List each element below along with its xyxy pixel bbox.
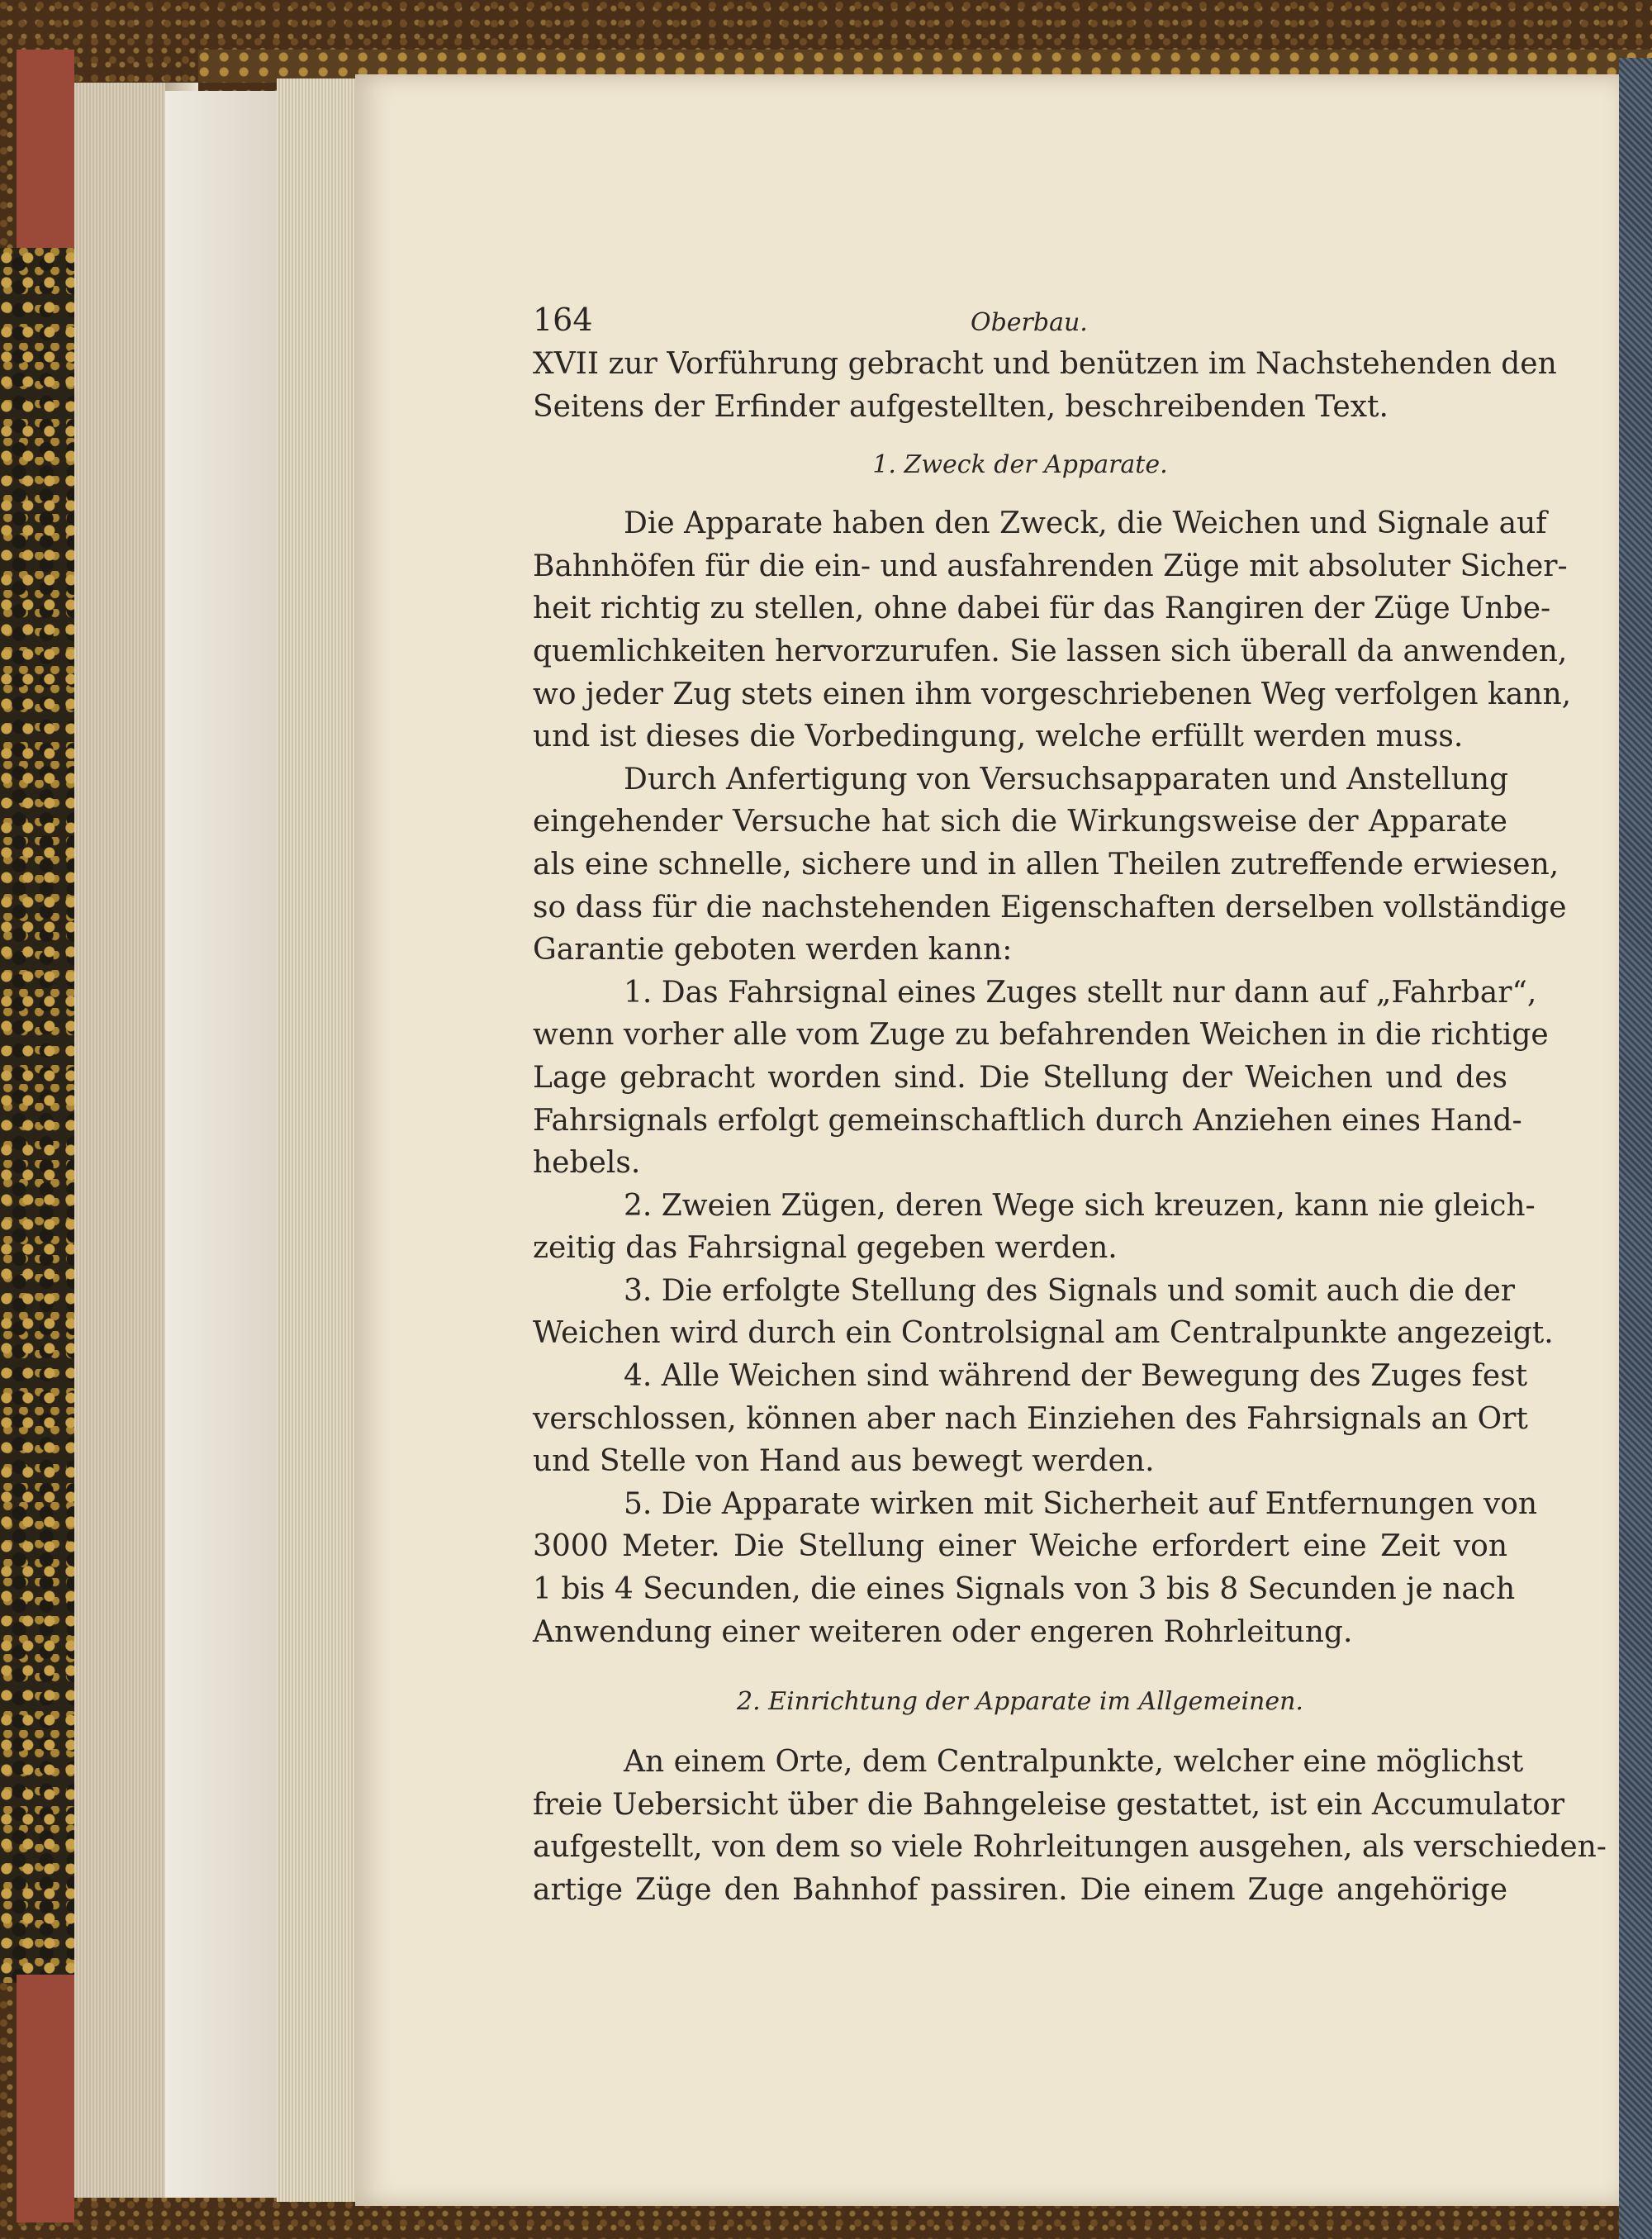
- text-line: und Stelle von Hand aus bewegt werden.: [533, 1444, 1155, 1479]
- text-line: heit richtig zu stellen, ohne dabei für das Rangiren der Züge Unbe-: [533, 592, 1551, 626]
- text-line: 1 bis 4 Secunden, die eines Signals von 3 bis 8 Secunden je nach: [533, 1572, 1516, 1607]
- leather-corner-bottom: [17, 1975, 74, 2222]
- section1-paragraph-2: [533, 758, 1567, 972]
- text-line: XVII zur Vorführung gebracht und benützen im Nachstehenden den: [533, 347, 1557, 381]
- list-item-5: [533, 1483, 1538, 1653]
- text-line: eingehender Versuche hat sich die Wirkungsweise der Apparate: [533, 805, 1507, 839]
- text-line: wenn vorher alle vom Zuge zu befahrenden Weichen in die richtige: [533, 1018, 1549, 1053]
- section1-paragraph-1: [533, 502, 1572, 758]
- running-title: Oberbau.: [971, 308, 1088, 337]
- text-line: wo jeder Zug stets einen ihm vorgeschriebenen Weg verfolgen kann,: [533, 677, 1572, 711]
- text-line: 1. Das Fahrsignal eines Zuges stellt nur dann auf „Fahrbar“,: [624, 975, 1537, 1010]
- text-line: 2. Zweien Zügen, deren Wege sich kreuzen, kann nie gleich-: [624, 1188, 1536, 1223]
- text-line: Bahnhöfen für die ein- und ausfahrenden Züge mit absoluter Sicher-: [533, 549, 1568, 583]
- text-line: als eine schnelle, sichere und in allen Theilen zutreffende erwiesen,: [533, 847, 1559, 882]
- text-line: Weichen wird durch ein Controlsignal am Centralpunkte angezeigt.: [533, 1316, 1554, 1351]
- text-line: und ist dieses die Vorbedingung, welche erfüllt werden muss.: [533, 720, 1464, 754]
- text-line: Fahrsignals erfolgt gemeinschaftlich durch Anziehen eines Hand-: [533, 1103, 1522, 1138]
- text-line: so dass für die nachstehenden Eigenschaften derselben vollständige: [533, 890, 1567, 925]
- cloth-spine: [1619, 58, 1652, 2239]
- list-item-1: [533, 972, 1549, 1185]
- section-heading: 2. Einrichtung der Apparate im Allgemeinen.: [737, 1687, 1303, 1717]
- text-line: 3. Die erfolgte Stellung des Signals und somit auch die der: [624, 1273, 1515, 1308]
- section2-paragraph-1: [533, 1741, 1607, 1911]
- flyleaf: [165, 91, 277, 2198]
- text-line: verschlossen, können aber nach Einziehen des Fahrsignals an Ort: [533, 1401, 1528, 1436]
- text-line: Anwendung einer weiteren oder engeren Rohrleitung.: [533, 1614, 1353, 1649]
- text-line: Lage gebracht worden sind. Die Stellung der Weichen und des: [533, 1060, 1507, 1095]
- text-line: 4. Alle Weichen sind während der Bewegung des Zuges fest: [624, 1359, 1528, 1394]
- section-heading: 1. Zweck der Apparate.: [872, 450, 1168, 480]
- intro-paragraph: [533, 343, 1557, 428]
- page-number: 164: [533, 302, 593, 338]
- text-line: 5. Die Apparate wirken mit Sicherheit auf Entfernungen von: [624, 1486, 1538, 1521]
- list-item-3: [533, 1270, 1554, 1355]
- page-edges: [277, 78, 368, 2202]
- text-line: Seitens der Erfinder aufgestellten, beschreibenden Text.: [533, 389, 1389, 424]
- text-line: quemlichkeiten hervorzurufen. Sie lassen sich überall da anwenden,: [533, 634, 1568, 668]
- text-line: Garantie geboten werden kann:: [533, 933, 1013, 967]
- list-item-2: [533, 1185, 1536, 1270]
- text-line: aufgestellt, von dem so viele Rohrleitungen ausgehen, als verschieden-: [533, 1830, 1607, 1865]
- text-line: hebels.: [533, 1146, 641, 1181]
- text-line: Die Apparate haben den Zweck, die Weichen und Signale auf: [624, 506, 1547, 541]
- text-line: 3000 Meter. Die Stellung einer Weiche erfordert eine Zeit von: [533, 1529, 1507, 1564]
- text-line: freie Uebersicht über die Bahngeleise gestattet, ist ein Accumulator: [533, 1787, 1565, 1822]
- list-item-4: [533, 1355, 1528, 1483]
- text-line: Durch Anfertigung von Versuchsapparaten und Anstellung: [624, 762, 1509, 796]
- text-line: An einem Orte, dem Centralpunkte, welcher eine möglichst: [624, 1745, 1524, 1780]
- page-text: [533, 293, 1607, 1912]
- text-line: zeitig das Fahrsignal gegeben werden.: [533, 1231, 1118, 1266]
- text-line: artige Züge den Bahnhof passiren. Die einem Zuge angehörige: [533, 1873, 1507, 1907]
- running-head: [533, 293, 1507, 343]
- leather-corner-top: [17, 50, 74, 256]
- marbled-board-edge: [0, 248, 74, 1983]
